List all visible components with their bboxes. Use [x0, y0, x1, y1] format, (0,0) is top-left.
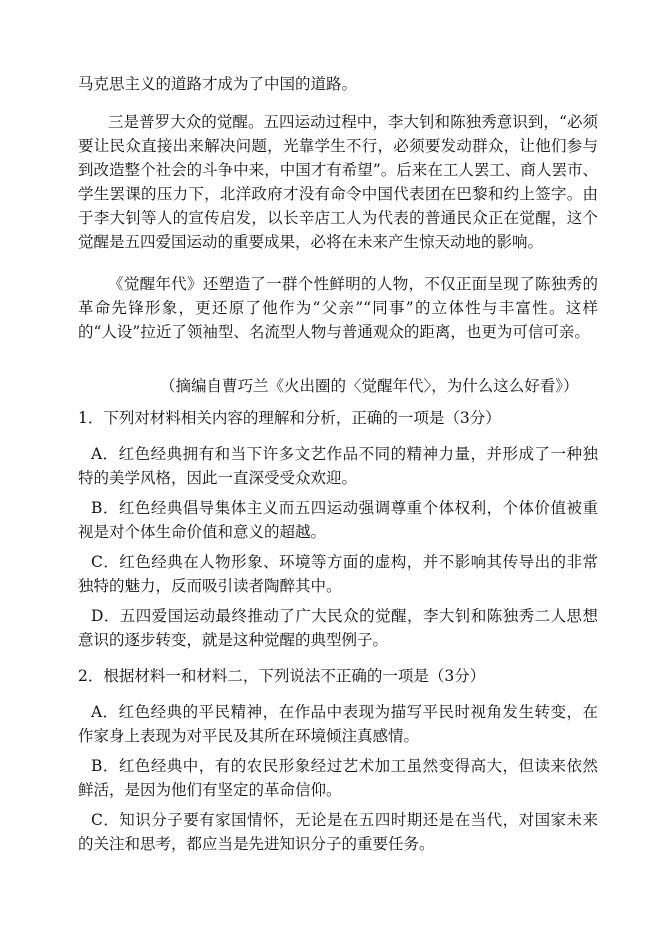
- paragraph-characters: 《觉醒年代》还塑造了一群个性鲜明的人物，不仅正面呈现了陈独秀的革命先锋形象，更还原了他作为“父亲”“同事”的立体性与丰富性。这样的“人设”拉近了领袖型、名流型人物与普通观众的距离，也更为可信可亲。: [78, 275, 598, 341]
- question-2-stem: 2．根据材料一和材料二，下列说法不正确的一项是（3分）: [78, 667, 486, 685]
- paragraph-continued: 马克思主义的道路才成为了中国的道路。: [78, 75, 358, 93]
- source-citation: （摘编自曹巧兰《火出圈的〈觉醒年代〉，为什么这么好看》）: [160, 377, 579, 395]
- question-2-option-b: B．红色经典中，有的农民形象经过艺术加工虽然变得高大，但读来依然鲜活，是因为他们有坚定的革命信仰。: [78, 757, 598, 799]
- question-2-option-c: C．知识分子要有家国情怀，无论是在五四时期还是在当代，对国家未来的关注和思考，都应当是先进知识分子的重要任务。: [78, 811, 598, 853]
- question-1-option-b: B．红色经典倡导集体主义而五四运动强调尊重个体权利，个体价值被重视是对个体生命价值和意义的超越。: [78, 499, 598, 541]
- question-2-option-a: A．红色经典的平民精神，在作品中表现为描写平民时视角发生转变，在作家身上表现为对平民及其所在环境倾注真感情。: [78, 703, 598, 745]
- question-1-stem: 1．下列对材料相关内容的理解和分析，正确的一项是（3分）: [78, 409, 501, 427]
- paragraph-awakening: 三是普罗大众的觉醒。五四运动过程中，李大钊和陈独秀意识到，“必须要让民众直接出来解决问题，光靠学生不行，必须要发动群众，让他们参与到改造整个社会的斗争中来，中国才有希望”。后来在工人罢工、商人罢市、学生罢课的压力下，北洋政府才没有命令中国代表团在巴黎和约上签字。由于李大钊等人的宣传启发，以长辛店工人为代表的普通民众正在觉醒，这个觉醒是五四爱国运动的重要成果，必将在未来产生惊天动地的影响。: [78, 113, 598, 251]
- question-1-option-c: C．红色经典在人物形象、环境等方面的虚构，并不影响其传导出的非常独特的魅力，反而吸引读者陶醉其中。: [78, 553, 598, 595]
- question-1-option-d: D．五四爱国运动最终推动了广大民众的觉醒，李大钊和陈独秀二人思想意识的逐步转变，就是这种觉醒的典型例子。: [78, 607, 598, 649]
- question-1-option-a: A．红色经典拥有和当下许多文艺作品不同的精神力量，并形成了一种独特的美学风格，因此一直深受受众欢迎。: [78, 445, 598, 487]
